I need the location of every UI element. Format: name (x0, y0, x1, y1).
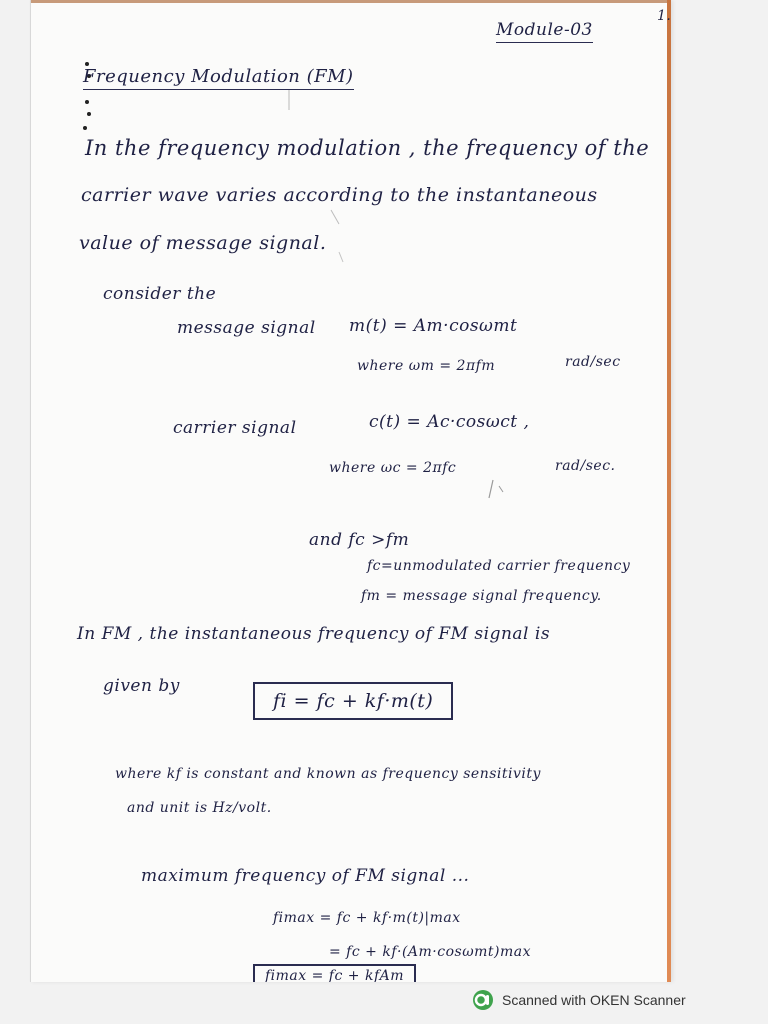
page-title: Frequency Modulation (FM) (83, 66, 354, 90)
fm-definition: fm = message signal frequency. (361, 588, 602, 604)
page-number: 1. (657, 8, 671, 24)
kf-definition-line-2: and unit is Hz/volt. (127, 800, 272, 816)
scanned-page (30, 0, 671, 982)
message-signal-equation: m(t) = Am·cosωmt (349, 316, 518, 336)
oken-scanner-logo-icon (472, 989, 494, 1011)
instantaneous-frequency-formula: fi = fc + kf·m(t) (253, 682, 453, 720)
max-frequency-equation-1: fimax = fc + kf·m(t)|max (273, 910, 461, 926)
instantaneous-line-1: In FM , the instantaneous frequency of FM signal is (77, 624, 551, 644)
definition-line-3: value of message signal. (79, 232, 327, 254)
consider-text: consider the (103, 284, 217, 304)
carrier-omega-unit: rad/sec. (555, 458, 616, 474)
faint-pencil-marks (31, 0, 671, 982)
scanner-watermark (472, 988, 686, 1012)
instantaneous-line-2: given by (103, 676, 180, 696)
fc-definition: fc=unmodulated carrier frequency (367, 558, 631, 574)
carrier-signal-equation: c(t) = Ac·cosωct , (369, 412, 530, 432)
carrier-signal-label: carrier signal (173, 418, 297, 438)
definition-line-1: In the frequency modulation , the frequency of the (85, 136, 650, 160)
frequency-condition: and fc >fm (309, 530, 410, 550)
definition-line-2: carrier wave varies according to the instantaneous (81, 184, 598, 206)
module-label: Module-03 (496, 20, 593, 43)
scanner-text: Scanned with OKEN Scanner (502, 992, 686, 1008)
message-signal-label: message signal (177, 318, 316, 338)
message-omega-definition: where ωm = 2πfm (357, 358, 496, 374)
message-omega-unit: rad/sec (565, 354, 621, 370)
carrier-omega-definition: where ωc = 2πfc (329, 460, 457, 476)
max-frequency-result: fimax = fc + kfAm (253, 964, 416, 982)
max-frequency-equation-2: = fc + kf·(Am·cosωmt)max (329, 944, 531, 960)
kf-definition-line-1: where kf is constant and known as frequency sensitivity (115, 766, 541, 782)
maximum-frequency-label: maximum frequency of FM signal ... (141, 866, 470, 886)
